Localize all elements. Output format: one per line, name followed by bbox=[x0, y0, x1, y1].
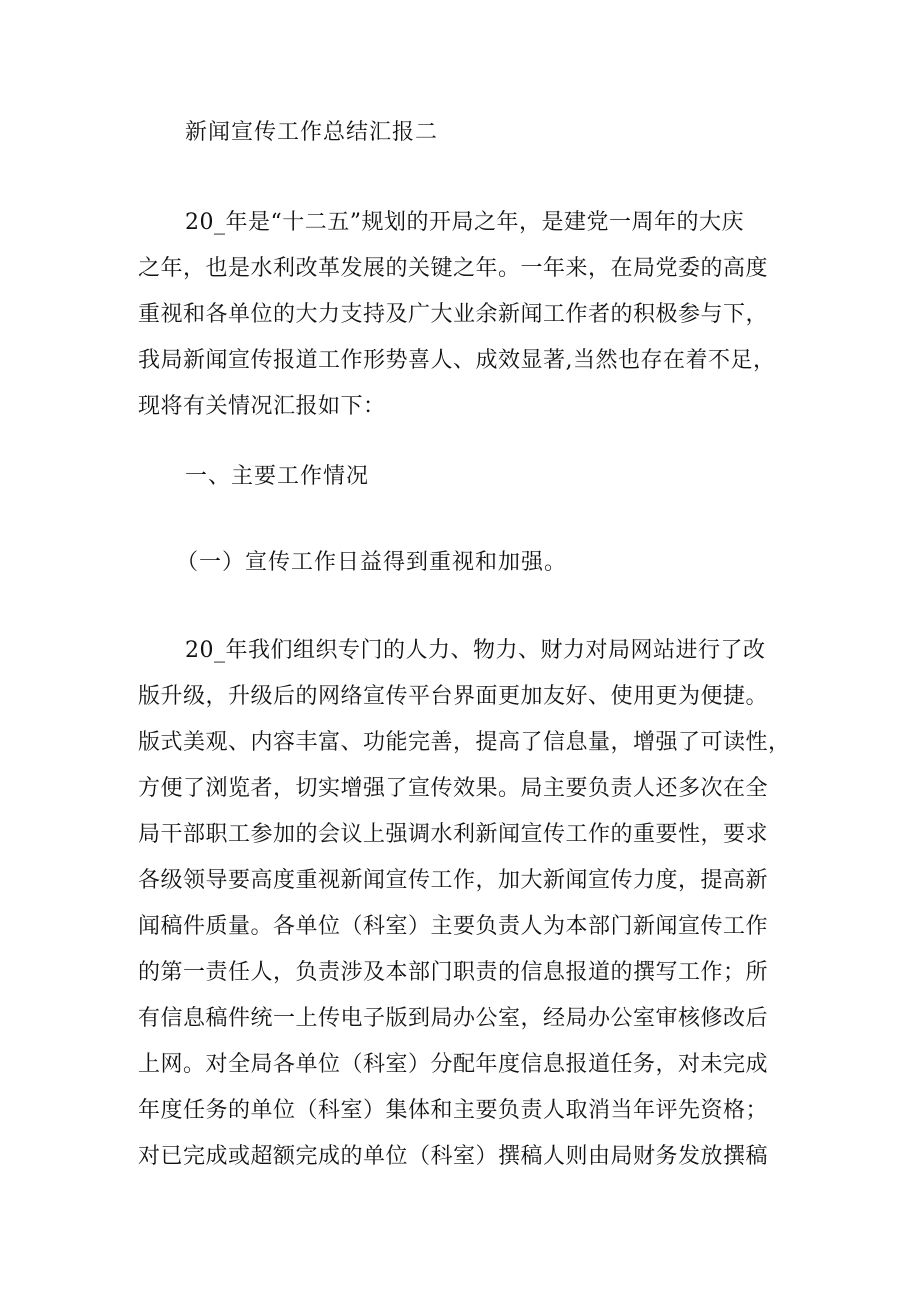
paragraph-line: 重视和各单位的大力支持及广大业余新闻工作者的积极参与下， bbox=[138, 302, 769, 327]
paragraph-line: 上网。对全局各单位（科室）分配年度信息报道任务，对未完成 bbox=[138, 1052, 769, 1077]
paragraph-line: 方便了浏览者，切实增强了宣传效果。局主要负责人还多次在全 bbox=[138, 776, 769, 801]
paragraph-line: 版式美观、内容丰富、功能完善，提高了信息量，增强了可读性， bbox=[138, 730, 791, 755]
intro-paragraph bbox=[138, 200, 798, 430]
paragraph-line: 之年，也是水利改革发展的关键之年。一年来，在局党委的高度 bbox=[138, 256, 769, 281]
paragraph-line: 年度任务的单位（科室）集体和主要负责人取消当年评先资格； bbox=[138, 1098, 769, 1123]
paragraph-line: 我局新闻宣传报道工作形势喜人、成效显著,当然也存在着不足， bbox=[138, 348, 776, 373]
subsection-heading: （一）宣传工作日益得到重视和加强。 bbox=[176, 550, 568, 575]
paragraph-line: 版升级，升级后的网络宣传平台界面更加友好、使用更为便捷。 bbox=[138, 684, 769, 709]
body-paragraph bbox=[138, 628, 798, 1180]
paragraph-line: 20_年我们组织专门的人力、物力、财力对局网站进行了改 bbox=[185, 638, 766, 663]
paragraph-line: 闻稿件质量。各单位（科室）主要负责人为本部门新闻宣传工作 bbox=[138, 914, 769, 939]
paragraph-line: 对已完成或超额完成的单位（科室）撰稿人则由局财务发放撰稿 bbox=[138, 1144, 769, 1169]
paragraph-line: 局干部职工参加的会议上强调水利新闻宣传工作的重要性，要求 bbox=[138, 822, 769, 847]
paragraph-line: 20_年是“十二五”规划的开局之年，是建党一周年的大庆 bbox=[185, 210, 744, 235]
paragraph-line: 各级领导要高度重视新闻宣传工作，加大新闻宣传力度，提高新 bbox=[138, 868, 769, 893]
paragraph-line: 的第一责任人，负责涉及本部门职责的信息报道的撰写工作；所 bbox=[138, 960, 769, 985]
paragraph-line: 现将有关情况汇报如下： bbox=[138, 394, 386, 419]
document-title: 新闻宣传工作总结汇报二 bbox=[185, 120, 439, 145]
paragraph-line: 有信息稿件统一上传电子版到局办公室，经局办公室审核修改后 bbox=[138, 1006, 769, 1031]
section-heading: 一、主要工作情况 bbox=[185, 464, 370, 489]
